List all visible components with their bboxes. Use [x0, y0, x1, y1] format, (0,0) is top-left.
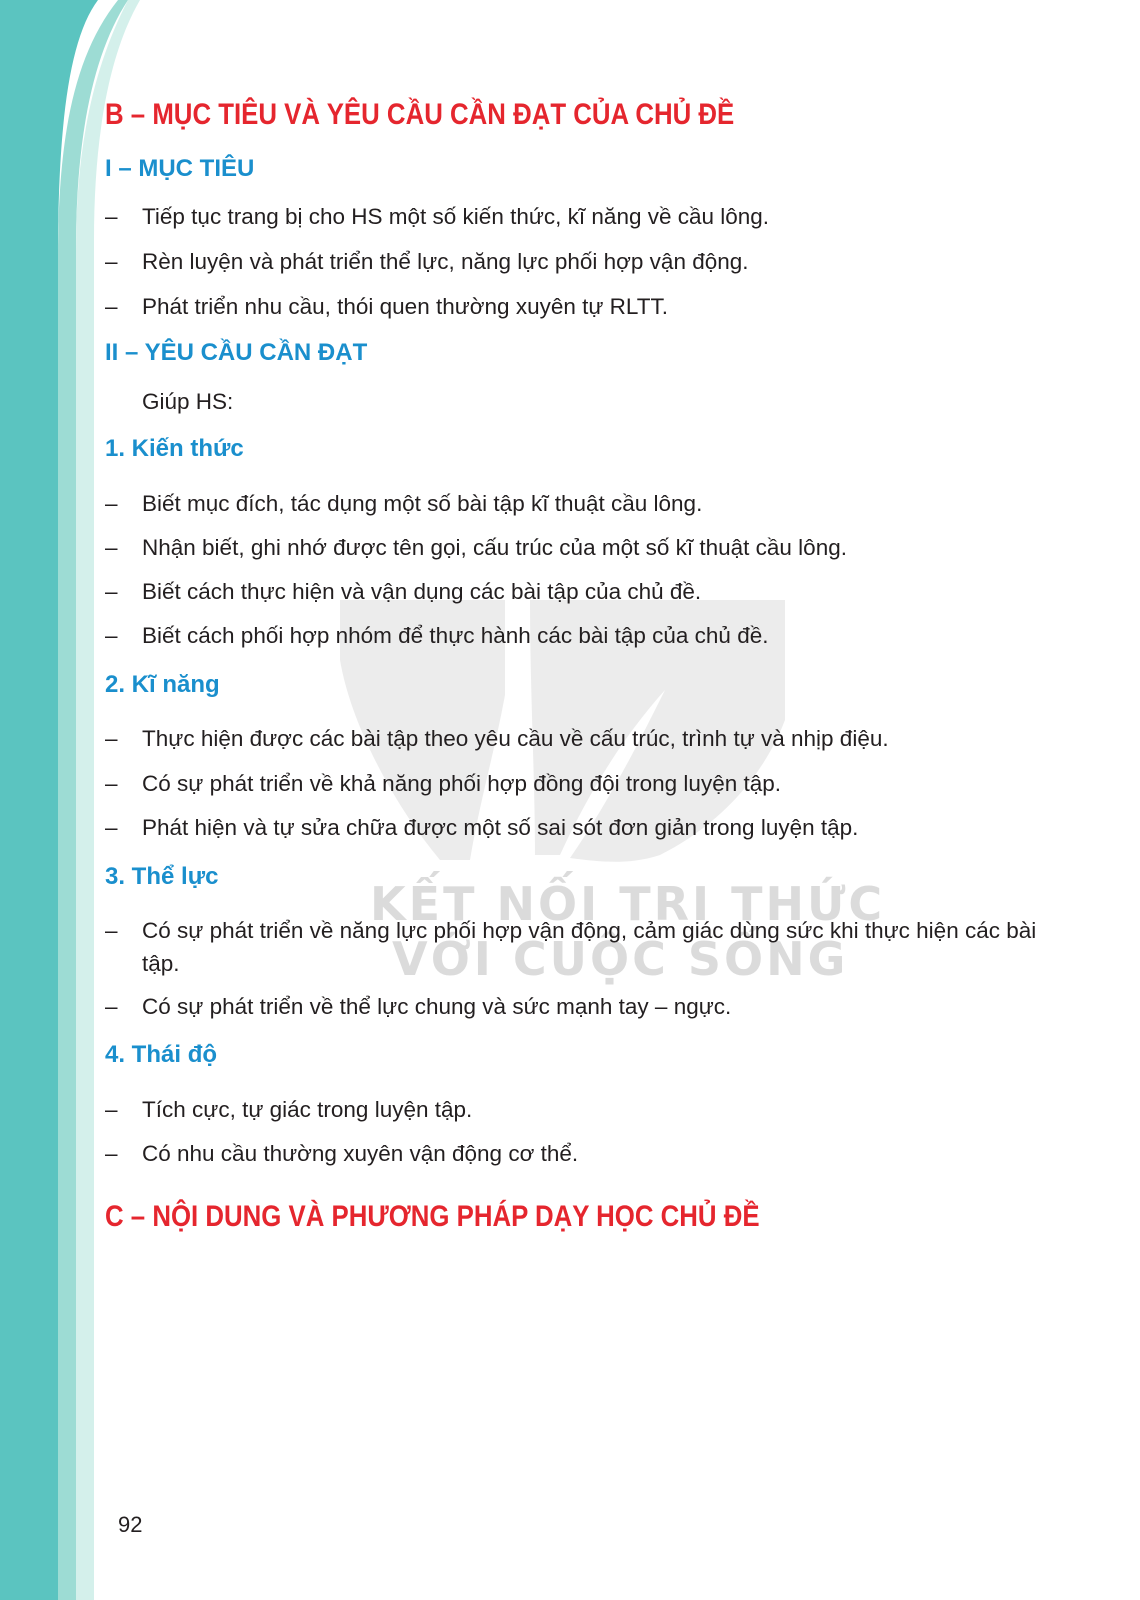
list-item [105, 1137, 1055, 1170]
list-item-text: Tích cực, tự giác trong luyện tập. [142, 1097, 473, 1122]
section-b-heading: B – MỤC TIÊU VÀ YÊU CẦU CẦN ĐẠT CỦA CHỦ ĐỀ [105, 98, 735, 131]
bullet-dash: – [105, 294, 118, 319]
bullet-dash: – [105, 815, 118, 840]
requirements-intro: Giúp HS: [142, 389, 234, 414]
list-item [105, 722, 1055, 755]
list-item [105, 811, 1055, 844]
page-number: 92 [118, 1512, 143, 1537]
bullet-dash: – [105, 491, 118, 516]
skills-heading: 2. Kĩ năng [105, 671, 220, 698]
list-item [105, 767, 1055, 800]
bullet-dash: – [105, 579, 118, 604]
list-item-text: Thực hiện được các bài tập theo yêu cầu về cấu trúc, trình tự và nhịp điệu. [142, 726, 889, 751]
list-item-text: Biết cách phối hợp nhóm để thực hành các bài tập của chủ đề. [142, 623, 769, 648]
list-item-text: Có sự phát triển về thể lực chung và sức mạnh tay – ngực. [142, 994, 732, 1019]
list-item [105, 531, 1055, 564]
bullet-dash: – [105, 918, 118, 943]
bullet-dash: – [105, 771, 118, 796]
bullet-dash: – [105, 1097, 118, 1122]
knowledge-heading: 1. Kiến thức [105, 435, 244, 462]
list-item-text: Phát triển nhu cầu, thói quen thường xuyên tự RLTT. [142, 294, 669, 319]
list-item-text: Rèn luyện và phát triển thể lực, năng lực phối hợp vận động. [142, 249, 749, 274]
list-item [105, 1093, 1055, 1126]
list-item-text: Biết cách thực hiện và vận dụng các bài tập của chủ đề. [142, 579, 702, 604]
bullet-dash: – [105, 726, 118, 751]
list-item-text: Có sự phát triển về năng lực phối hợp vận động, cảm giác dùng sức khi thực hiện các bài tập. [142, 918, 1037, 976]
bullet-dash: – [105, 994, 118, 1019]
list-item [105, 575, 1055, 608]
fitness-heading: 3. Thể lực [105, 863, 219, 890]
bullet-dash: – [105, 535, 118, 560]
list-item-text: Biết mục đích, tác dụng một số bài tập kĩ thuật cầu lông. [142, 491, 703, 516]
list-item-text: Có sự phát triển về khả năng phối hợp đồng đội trong luyện tập. [142, 771, 781, 796]
list-item [105, 200, 1055, 233]
bullet-dash: – [105, 204, 118, 229]
watermark-line-2: VỚI CUỘC SỐNG [392, 932, 849, 986]
watermark-line-1: KẾT NỐI TRI THỨC [370, 877, 886, 931]
list-item-text: Có nhu cầu thường xuyên vận động cơ thể. [142, 1141, 579, 1166]
section-c-heading: C – NỘI DUNG VÀ PHƯƠNG PHÁP DẠY HỌC CHỦ ĐỀ [105, 1200, 760, 1233]
requirements-heading: II – YÊU CẦU CẦN ĐẠT [105, 339, 368, 366]
list-item-text: Phát hiện và tự sửa chữa được một số sai sót đơn giản trong luyện tập. [142, 815, 859, 840]
list-item-text: Tiếp tục trang bị cho HS một số kiến thức, kĩ năng về cầu lông. [142, 204, 770, 229]
list-item [105, 290, 1055, 323]
list-item [105, 487, 1055, 520]
bullet-dash: – [105, 1141, 118, 1166]
bullet-dash: – [105, 623, 118, 648]
attitude-heading: 4. Thái độ [105, 1041, 218, 1068]
list-item-text: Nhận biết, ghi nhớ được tên gọi, cấu trúc của một số kĩ thuật cầu lông. [142, 535, 847, 560]
bullet-dash: – [105, 249, 118, 274]
list-item [105, 990, 1055, 1023]
objectives-heading: I – MỤC TIÊU [105, 155, 255, 182]
list-item [105, 914, 1055, 980]
list-item [105, 619, 1055, 652]
list-item [105, 245, 1055, 278]
